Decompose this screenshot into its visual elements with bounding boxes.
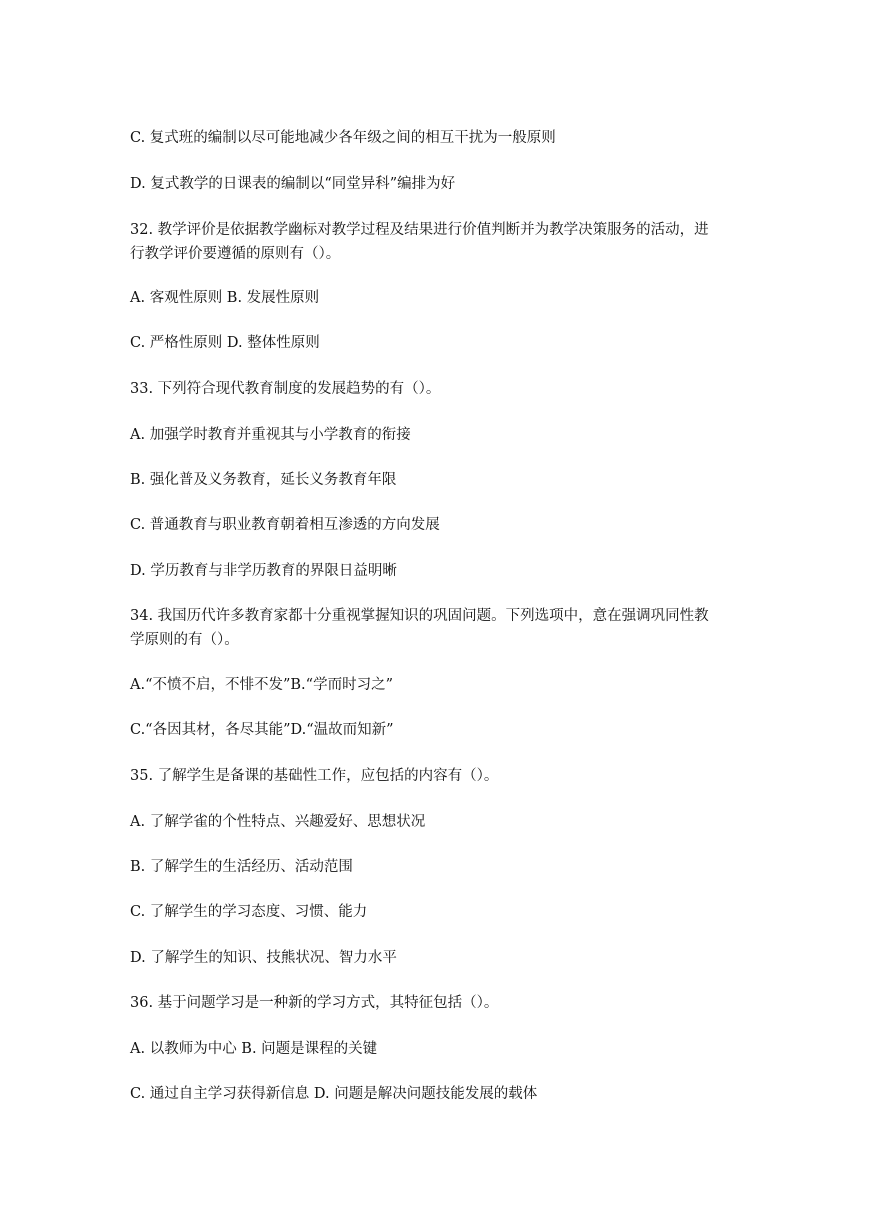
options-cd-q36: C. 通过自主学习获得新信息 D. 问题是解决问题技能发展的载体	[130, 1086, 538, 1102]
question-32-line-1: 32. 教学评价是依据教学幽标对教学过程及结果进行价值判断并为教学决策服务的活动，进	[130, 222, 709, 238]
option-c-q35: C. 了解学生的学习态度、习惯、能力	[130, 904, 368, 920]
option-d-q31: D. 复式教学的日课表的编制以“同堂异科”编排为好	[130, 176, 456, 192]
option-b-q33: B. 强化普及义务教育，延长义务教育年限	[130, 472, 397, 488]
option-c-q33: C. 普通教育与职业教育朝着相互渗透的方向发展	[130, 517, 440, 533]
question-34-line-1: 34. 我国历代许多教育家都十分重视掌握知识的巩固问题。下列选项中，意在强调巩同性教	[130, 608, 709, 624]
options-ab-q34: A.“不愤不启，不悱不发”B.“学而时习之”	[130, 677, 393, 693]
option-c-q31: C. 复式班的编制以尽可能地减少各年级之间的相互干扰为一般原则	[130, 130, 556, 146]
question-33: 33. 下列符合现代教育制度的发展趋势的有（）。	[130, 381, 441, 397]
question-34-line-2: 学原则的有（）。	[130, 632, 239, 648]
options-cd-q32: C. 严格性原则 D. 整体性原则	[130, 335, 320, 351]
question-32-line-2: 行教学评价要遵循的原则有（）。	[130, 246, 341, 262]
option-b-q35: B. 了解学生的生活经历、活动范围	[130, 859, 353, 875]
question-35: 35. 了解学生是备课的基础性工作，应包括的内容有（）。	[130, 768, 499, 784]
option-d-q33: D. 学历教育与非学历教育的界限日益明晰	[130, 563, 397, 579]
option-a-q33: A. 加强学时教育并重视其与小学教育的衔接	[130, 427, 411, 443]
option-a-q35: A. 了解学雀的个性特点、兴趣爱好、思想状况	[130, 814, 426, 830]
options-cd-q34: C.“各因其材，各尽其能”D.“温故而知新”	[130, 722, 394, 738]
question-36: 36. 基于问题学习是一种新的学习方式，其特征包括（）。	[130, 995, 499, 1011]
option-d-q35: D. 了解学生的知识、技熊状况、智力水平	[130, 950, 397, 966]
options-ab-q32: A. 客观性原则 B. 发展性原则	[130, 290, 320, 306]
options-ab-q36: A. 以教师为中心 B. 问题是课程的关键	[130, 1041, 378, 1057]
